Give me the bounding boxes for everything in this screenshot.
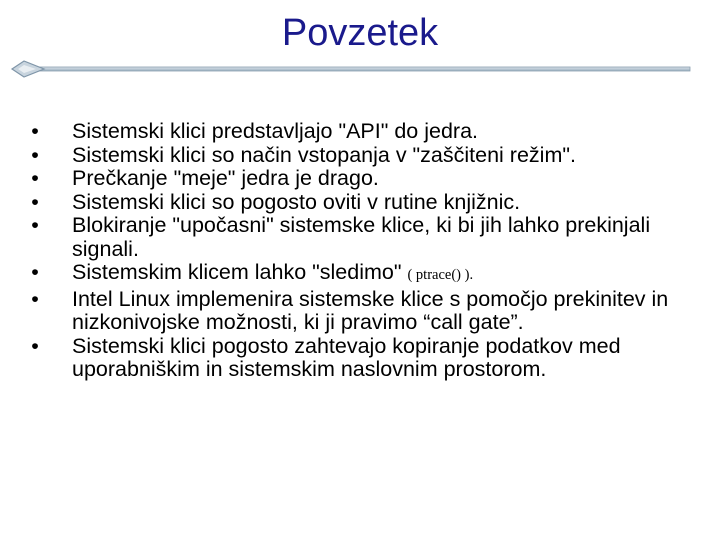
bullet-item bbox=[28, 167, 708, 191]
bullet-text: Sistemski klici so pogosto oviti v rutine knjižnic. bbox=[72, 189, 521, 214]
bullet-text: Prečkanje "meje" jedra je drago. bbox=[72, 166, 379, 190]
bullet-text: Sistemskim klicem lahko "sledimo" bbox=[72, 260, 408, 284]
bullet-dot: • bbox=[31, 333, 39, 358]
ptrace-note: ( ptrace() ). bbox=[407, 267, 474, 283]
bullet-text: Sistemski klici pogosto zahtevajo kopiranje podatkov med uporabniškim in sistemskim naslovnim prostorom. bbox=[72, 333, 621, 381]
bullet-dot: • bbox=[31, 260, 39, 284]
title-divider bbox=[10, 58, 692, 80]
bullet-dot: • bbox=[31, 119, 39, 143]
bullet-dot: • bbox=[31, 166, 39, 190]
bullet-text: Sistemski klici so način vstopanja v "zaščiteni režim". bbox=[72, 142, 576, 167]
bullet-text: Sistemski klici predstavljajo "API" do jedra. bbox=[72, 119, 479, 143]
bullet-dot: • bbox=[31, 286, 39, 311]
bullet-item bbox=[28, 261, 708, 288]
bullet-list bbox=[28, 120, 708, 382]
bullet-dot: • bbox=[31, 142, 39, 167]
slide-title: Povzetek bbox=[281, 12, 439, 54]
bullet-item bbox=[28, 335, 708, 382]
bullet-text: Blokiranje "upočasni" sistemske klice, ki bi jih lahko prekinjali signali. bbox=[72, 213, 651, 261]
bullet-item bbox=[28, 144, 708, 168]
bullet-item bbox=[28, 214, 708, 261]
bullet-text: Intel Linux implemenira sistemske klice s pomočjo prekinitev in nizkonivojske možnosti, ki ji pravimo “call gate”. bbox=[72, 286, 669, 334]
bullet-dot: • bbox=[31, 213, 39, 237]
bullet-item bbox=[28, 120, 708, 144]
bullet-item bbox=[28, 288, 708, 335]
bullet-item bbox=[28, 191, 708, 215]
bullet-dot: • bbox=[31, 189, 39, 214]
